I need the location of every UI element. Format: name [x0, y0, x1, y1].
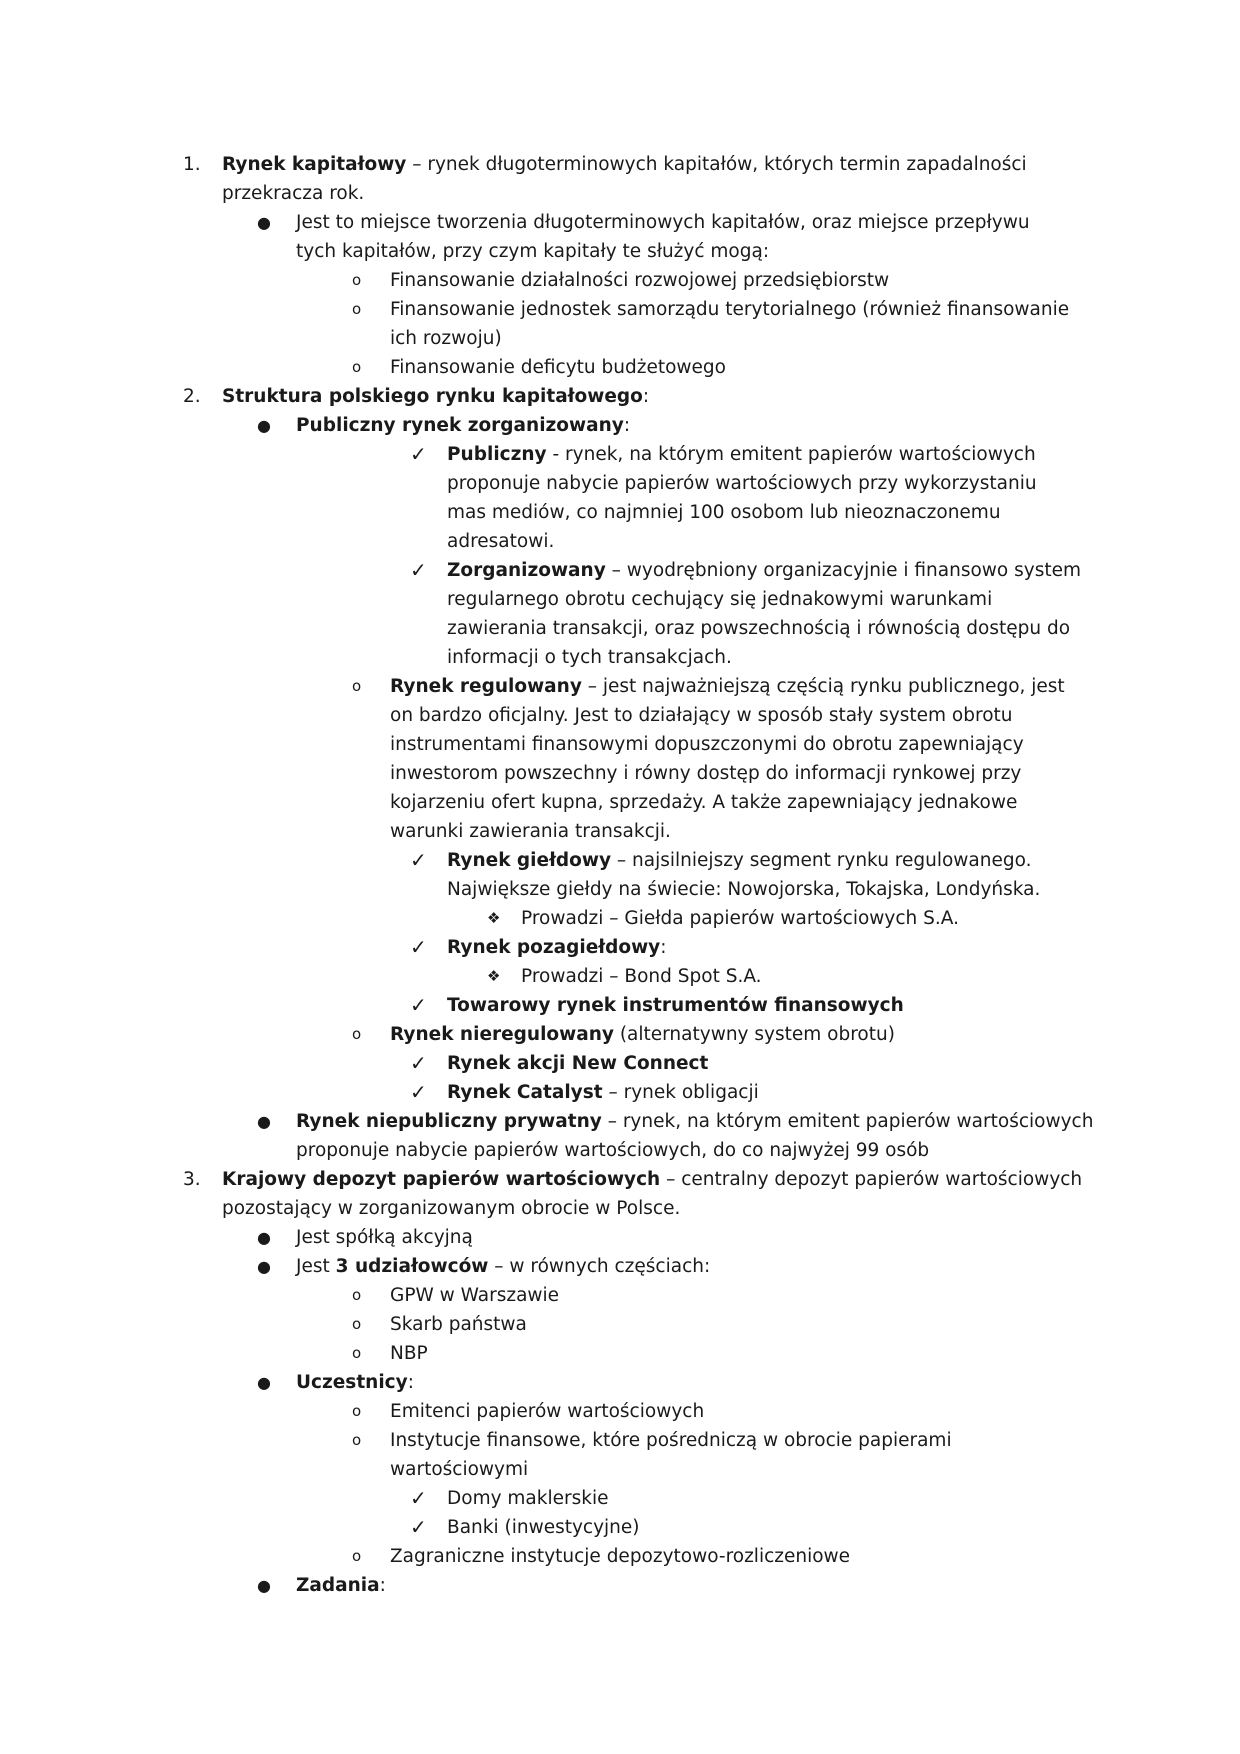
document-line — [0, 1049, 1240, 1078]
document-line — [0, 1397, 1240, 1426]
line-content: wartościowymi — [390, 1459, 529, 1480]
line-term: Towarowy rynek instrumentów finansowych — [447, 995, 904, 1016]
bullet-icon: ● — [257, 416, 271, 435]
bullet-icon: ● — [257, 1373, 271, 1392]
document-line — [0, 527, 1240, 556]
line-term: Rynek regulowany — [390, 676, 582, 697]
line-text — [296, 1571, 386, 1600]
checkmark-icon: ✓ — [410, 1486, 427, 1510]
document-line — [0, 324, 1240, 353]
line-term: Publiczny rynek zorganizowany — [296, 415, 624, 436]
line-term: Rynek pozagiełdowy — [447, 937, 661, 958]
line-text — [390, 1310, 527, 1339]
line-term: Rynek akcji New Connect — [447, 1053, 709, 1074]
line-text — [447, 614, 1070, 643]
line-content: Prowadzi – Giełda papierów wartościowych S.A. — [521, 908, 959, 929]
document-line — [0, 556, 1240, 585]
document-line — [0, 1078, 1240, 1107]
line-text — [390, 1281, 559, 1310]
line-text — [390, 817, 671, 846]
line-content: Jest to miejsce tworzenia długoterminowych kapitałów, oraz miejsce przepływu — [296, 212, 1030, 233]
line-text — [222, 1165, 1082, 1194]
document-line — [0, 817, 1240, 846]
bullet-icon: ● — [257, 1576, 271, 1595]
document-line — [0, 730, 1240, 759]
document-line — [0, 266, 1240, 295]
document-line — [0, 1484, 1240, 1513]
line-text — [390, 295, 1069, 324]
line-text — [447, 440, 1036, 469]
document-line — [0, 1368, 1240, 1397]
checkmark-icon: ✓ — [410, 935, 427, 959]
line-content: przekracza rok. — [222, 183, 365, 204]
line-text — [222, 150, 1027, 179]
line-content: – jest najważniejszą częścią rynku publicznego, jest — [581, 676, 1065, 697]
list-number: 2. — [183, 386, 201, 407]
line-text — [296, 237, 769, 266]
line-text — [447, 1049, 708, 1078]
line-content: zawierania transakcji, oraz powszechnością i równością dostępu do — [447, 618, 1071, 639]
line-text — [390, 1397, 704, 1426]
document-line — [0, 788, 1240, 817]
document-line — [0, 875, 1240, 904]
checkmark-icon: ✓ — [410, 558, 427, 582]
document-line — [0, 469, 1240, 498]
document-line — [0, 991, 1240, 1020]
list-number: 3. — [183, 1169, 201, 1190]
line-text — [222, 382, 649, 411]
bullet-icon: ● — [257, 1228, 271, 1247]
line-content: - rynek, na którym emitent papierów wartościowych — [546, 444, 1036, 465]
line-content: mas mediów, co najmniej 100 osobom lub nieoznaczonemu — [447, 502, 1001, 523]
line-text — [390, 266, 889, 295]
line-content: – rynek, na którym emitent papierów wartościowych — [601, 1111, 1094, 1132]
document-line — [0, 411, 1240, 440]
circle-bullet-icon: o — [352, 1402, 362, 1420]
document-line — [0, 440, 1240, 469]
document-line — [0, 1165, 1240, 1194]
line-text — [390, 1455, 528, 1484]
circle-bullet-icon: o — [352, 1431, 362, 1449]
line-text — [390, 353, 726, 382]
line-content: on bardzo oficjalny. Jest to działający w sposób stały system obrotu — [390, 705, 1013, 726]
line-content: : — [407, 1372, 414, 1393]
line-text — [390, 701, 1013, 730]
document-line — [0, 1571, 1240, 1600]
checkmark-icon: ✓ — [410, 1080, 427, 1104]
line-text — [390, 672, 1065, 701]
document-line — [0, 1107, 1240, 1136]
line-term: Rynek Catalyst — [447, 1082, 603, 1103]
document-line — [0, 1136, 1240, 1165]
line-content: adresatowi. — [447, 531, 555, 552]
circle-bullet-icon: o — [352, 358, 362, 376]
circle-bullet-icon: o — [352, 1547, 362, 1565]
line-text — [390, 324, 502, 353]
line-text — [296, 1136, 929, 1165]
line-text — [222, 1194, 680, 1223]
line-content: Finansowanie deficytu budżetowego — [390, 357, 726, 378]
line-text — [521, 962, 762, 991]
line-term: Rynek kapitałowy — [222, 154, 407, 175]
line-text — [296, 208, 1030, 237]
line-text — [390, 1542, 850, 1571]
line-term: Publiczny — [447, 444, 547, 465]
bullet-icon: ● — [257, 213, 271, 232]
line-text-prefix: Jest — [296, 1256, 336, 1277]
line-content: : — [660, 937, 667, 958]
line-text — [447, 527, 554, 556]
line-term: Zadania — [296, 1575, 380, 1596]
document-line — [0, 150, 1240, 179]
document-line — [0, 846, 1240, 875]
document-line — [0, 933, 1240, 962]
document-line — [0, 1513, 1240, 1542]
line-term: Zorganizowany — [447, 560, 606, 581]
circle-bullet-icon: o — [352, 1025, 362, 1043]
line-content: Największe giełdy na świecie: Nowojorska, Tokajska, Londyńska. — [447, 879, 1041, 900]
line-content: Zagraniczne instytucje depozytowo-rozliczeniowe — [390, 1546, 851, 1567]
line-term: Rynek nieregulowany — [390, 1024, 614, 1045]
document-line — [0, 1339, 1240, 1368]
line-text — [447, 1078, 759, 1107]
line-content: regularnego obrotu cechujący się jednakowymi warunkami — [447, 589, 993, 610]
line-text — [390, 759, 1021, 788]
line-text — [447, 498, 1001, 527]
line-text — [390, 1020, 895, 1049]
line-content: (alternatywny system obrotu) — [613, 1024, 895, 1045]
line-content: Domy maklerskie — [447, 1488, 609, 1509]
line-content: pozostający w zorganizowanym obrocie w Polsce. — [222, 1198, 681, 1219]
document-line — [0, 1223, 1240, 1252]
bullet-icon: ● — [257, 1112, 271, 1131]
list-number: 1. — [183, 154, 201, 175]
line-content: ich rozwoju) — [390, 328, 502, 349]
line-term: Rynek niepubliczny prywatny — [296, 1111, 602, 1132]
checkmark-icon: ✓ — [410, 848, 427, 872]
line-content: Skarb państwa — [390, 1314, 527, 1335]
line-content: : — [642, 386, 650, 407]
line-content: NBP — [390, 1343, 428, 1364]
document-line — [0, 179, 1240, 208]
circle-bullet-icon: o — [352, 1315, 362, 1333]
line-text — [447, 933, 666, 962]
document-line — [0, 1310, 1240, 1339]
document-line — [0, 295, 1240, 324]
line-term: Rynek giełdowy — [447, 850, 612, 871]
line-term: Struktura polskiego rynku kapitałowego — [222, 386, 643, 407]
document-line — [0, 237, 1240, 266]
document-line — [0, 614, 1240, 643]
document-line — [0, 1020, 1240, 1049]
line-text — [447, 1484, 609, 1513]
line-content: – centralny depozyt papierów wartościowych — [660, 1169, 1083, 1190]
line-content: kojarzeniu ofert kupna, sprzedaży. A także zapewniający jednakowe — [390, 792, 1018, 813]
document-line — [0, 1194, 1240, 1223]
document-line — [0, 1252, 1240, 1281]
document-line — [0, 643, 1240, 672]
checkmark-icon: ✓ — [410, 1515, 427, 1539]
line-content: – rynek obligacji — [602, 1082, 759, 1103]
line-text — [447, 991, 904, 1020]
line-text — [296, 1368, 414, 1397]
line-text — [296, 1107, 1093, 1136]
line-content: Emitenci papierów wartościowych — [390, 1401, 705, 1422]
line-content: Instytucje finansowe, które pośredniczą w obrocie papierami — [390, 1430, 952, 1451]
document-line — [0, 498, 1240, 527]
line-text — [447, 1513, 640, 1542]
line-term: Uczestnicy — [296, 1372, 408, 1393]
line-content: Prowadzi – Bond Spot S.A. — [521, 966, 762, 987]
line-text — [296, 1252, 710, 1281]
line-content: : — [379, 1575, 386, 1596]
line-text — [447, 846, 1032, 875]
document-line — [0, 208, 1240, 237]
circle-bullet-icon: o — [352, 677, 362, 695]
line-text — [390, 788, 1017, 817]
line-text — [390, 1426, 952, 1455]
document-line — [0, 672, 1240, 701]
line-text — [521, 904, 959, 933]
line-content: : — [623, 415, 631, 436]
line-content: GPW w Warszawie — [390, 1285, 560, 1306]
document-line — [0, 382, 1240, 411]
checkmark-icon: ✓ — [410, 442, 427, 466]
line-content: – rynek długoterminowych kapitałów, których termin zapadalności — [406, 154, 1027, 175]
document-line — [0, 759, 1240, 788]
line-content: informacji o tych transakcjach. — [447, 647, 732, 668]
document-line — [0, 962, 1240, 991]
line-content: Finansowanie działalności rozwojowej przedsiębiorstw — [390, 270, 890, 291]
line-text — [296, 1223, 473, 1252]
line-content: Banki (inwestycyjne) — [447, 1517, 640, 1538]
line-content: – w równych częściach: — [488, 1256, 711, 1277]
line-text — [447, 556, 1081, 585]
line-content: instrumentami finansowymi dopuszczonymi do obrotu zapewniający — [390, 734, 1024, 755]
line-content: – najsilniejszy segment rynku regulowanego. — [611, 850, 1032, 871]
line-content: Finansowanie jednostek samorządu terytorialnego (również finansowanie — [390, 299, 1070, 320]
line-text — [447, 875, 1040, 904]
line-content: proponuje nabycie papierów wartościowych przy wykorzystaniu — [447, 473, 1037, 494]
line-text — [447, 585, 992, 614]
circle-bullet-icon: o — [352, 1344, 362, 1362]
checkmark-icon: ✓ — [410, 1051, 427, 1075]
line-content: proponuje nabycie papierów wartościowych, do co najwyżej 99 osób — [296, 1140, 930, 1161]
document-body — [0, 150, 1240, 1600]
line-text — [390, 1339, 428, 1368]
line-text-emphasis: 3 udziałowców — [335, 1256, 489, 1277]
document-line — [0, 1455, 1240, 1484]
document-line — [0, 701, 1240, 730]
document-line — [0, 1426, 1240, 1455]
line-text — [390, 730, 1024, 759]
line-content: Jest spółką akcyjną — [296, 1227, 473, 1248]
document-line — [0, 1281, 1240, 1310]
document-line — [0, 353, 1240, 382]
line-text — [447, 643, 732, 672]
line-text — [447, 469, 1037, 498]
line-content: warunki zawierania transakcji. — [390, 821, 671, 842]
line-text — [222, 179, 364, 208]
line-content: – wyodrębniony organizacyjnie i finansowo system — [605, 560, 1082, 581]
checkmark-icon: ✓ — [410, 993, 427, 1017]
bullet-icon: ● — [257, 1257, 271, 1276]
circle-bullet-icon: o — [352, 271, 362, 289]
line-term: Krajowy depozyt papierów wartościowych — [222, 1169, 661, 1190]
circle-bullet-icon: o — [352, 1286, 362, 1304]
document-line — [0, 585, 1240, 614]
document-line — [0, 1542, 1240, 1571]
document-line — [0, 904, 1240, 933]
line-content: inwestorom powszechny i równy dostęp do informacji rynkowej przy — [390, 763, 1022, 784]
circle-bullet-icon: o — [352, 300, 362, 318]
line-text — [296, 411, 630, 440]
line-content: tych kapitałów, przy czym kapitały te służyć mogą: — [296, 241, 770, 262]
diamond-bullet-icon: ❖ — [487, 967, 501, 985]
diamond-bullet-icon: ❖ — [487, 909, 501, 927]
